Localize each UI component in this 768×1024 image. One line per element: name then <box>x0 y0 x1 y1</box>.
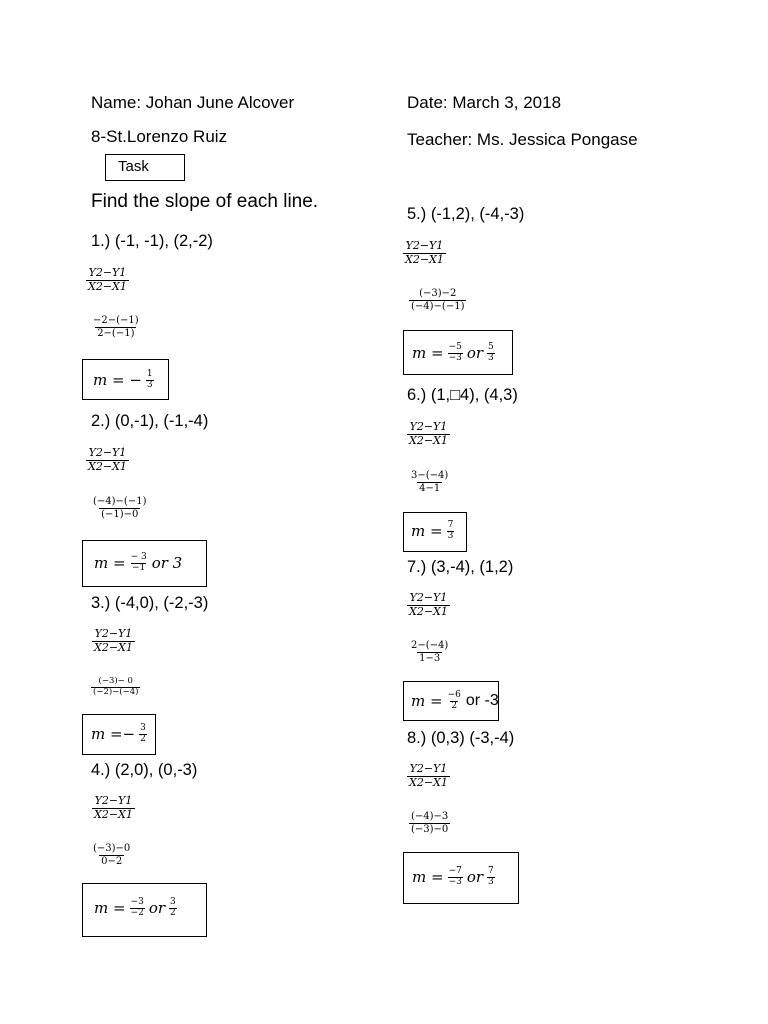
problem-8-answer: m = $\frac{-7}{-3}$ or 7 3 <box>412 865 494 887</box>
problem-2-answer: m = $\frac{- 3}{-1}$ or 3 <box>94 551 183 573</box>
problem-1-formula: $\frac{Y2-Y1}{X2-X1}$ <box>88 266 127 293</box>
class-section: 8-St.Lorenzo Ruiz <box>91 127 228 146</box>
problem-6-substitution: $\frac{3-(-4)}{4-1}$ <box>411 470 449 494</box>
problem-5-answer: m = $\frac{-5}{-3}$ or 5 3 <box>412 341 494 363</box>
problem-4-answer: m = $\frac{-3}{-2}$ or 3 2 <box>94 896 176 918</box>
date-line: Date: March 3, 2018 <box>407 93 562 112</box>
problem-3-answer: m =− $\frac{3}{2}$ <box>91 722 146 744</box>
problem-8-substitution: $\frac{(-4)-3}{(-3)-0}$ <box>411 811 449 835</box>
problem-4-substitution: $\frac{(-3)-0}{0-2}$ <box>93 843 131 867</box>
problem-6-answer: m = $\frac{7}{3}$ <box>411 519 454 541</box>
problem-4-label: 4.) (2,0), (0,-3) <box>91 761 198 779</box>
problem-5-label: 5.) (-1,2), (-4,-3) <box>407 205 525 223</box>
problem-3-substitution: $\frac{(-3)- 0}{(-2)-(-4)}$ <box>93 676 139 697</box>
problem-6-formula: $\frac{Y2-Y1}{X2-X1}$ <box>409 420 448 447</box>
problem-4-formula: $\frac{Y2-Y1}{X2-X1}$ <box>94 794 133 821</box>
teacher-line: Teacher: Ms. Jessica Pongase <box>407 130 638 149</box>
instruction: Find the slope of each line. <box>91 191 319 212</box>
problem-7-formula: $\frac{Y2-Y1}{X2-X1}$ <box>409 591 448 618</box>
problem-3-label: 3.) (-4,0), (-2,-3) <box>91 594 209 612</box>
problem-6-label: 6.) (1,□4), (4,3) <box>407 386 518 404</box>
task-box <box>105 154 185 181</box>
problem-3-formula: $\frac{Y2-Y1}{X2-X1}$ <box>94 627 133 654</box>
problem-8-label: 8.) (0,3) (-3,-4) <box>407 729 515 747</box>
problem-2-substitution: $\frac{(-4)-(-1)}{(-1)-0}$ <box>93 496 147 520</box>
problem-7-substitution: $\frac{2-(-4)}{1-3}$ <box>411 640 449 664</box>
problem-8-formula: $\frac{Y2-Y1}{X2-X1}$ <box>409 762 448 789</box>
problem-7-answer: m = $\frac{-6}{2}$ or -3 <box>411 689 499 711</box>
problem-2-formula: $\frac{Y2-Y1}{X2-X1}$ <box>88 446 127 473</box>
problem-5-formula: $\frac{Y2-Y1}{X2-X1}$ <box>405 239 444 266</box>
problem-1-answer: m = − $\frac{1}{3}$ <box>93 368 153 390</box>
task-label: Task <box>118 158 149 175</box>
problem-2-label: 2.) (0,-1), (-1,-4) <box>91 412 209 430</box>
problem-1-substitution: $\frac{-2-(-1)}{2-(-1)}$ <box>93 315 139 339</box>
problem-1-label: 1.) (-1, -1), (2,-2) <box>91 232 213 250</box>
problem-7-label: 7.) (3,-4), (1,2) <box>407 558 514 576</box>
student-name: Name: Johan June Alcover <box>91 93 295 112</box>
problem-5-substitution: $\frac{(-3)-2}{(-4)-(-1)}$ <box>411 288 465 312</box>
